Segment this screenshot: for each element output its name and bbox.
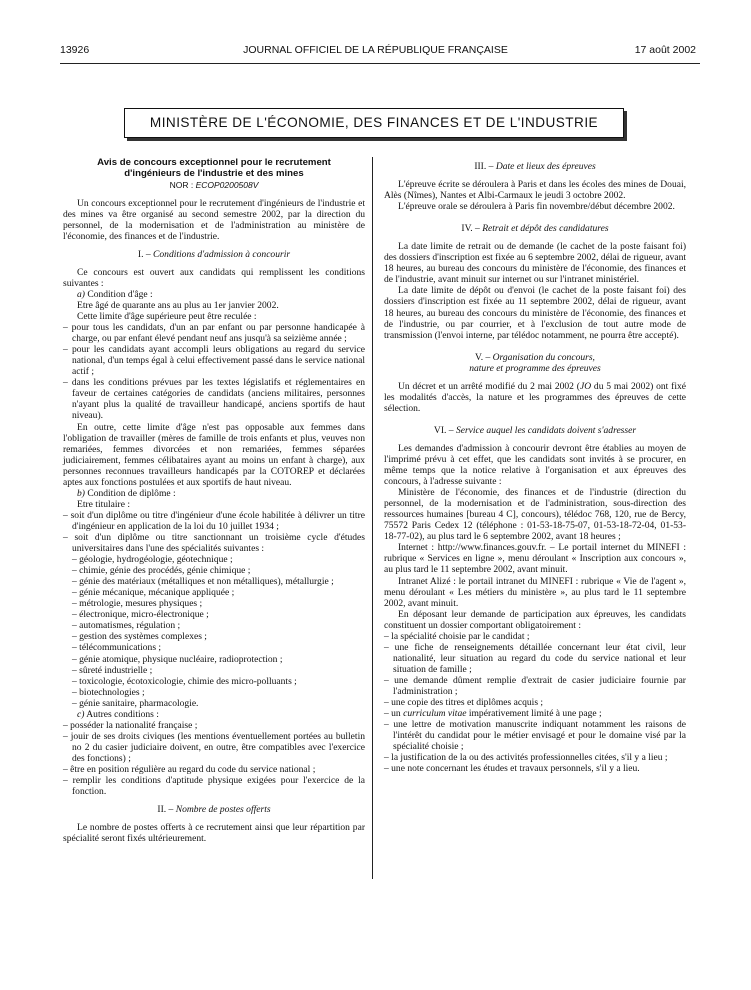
age-line: Etre âgé de quarante ans au plus au 1er janvier 2002. xyxy=(77,300,279,312)
section-1-number: I. – xyxy=(137,248,154,260)
list-item: – soit d'un diplôme ou titre sanctionnant un troisième cycle d'études universitaires dans l'une des spécialités suivantes : xyxy=(63,532,365,555)
right-column xyxy=(384,161,686,774)
specialite-item: – génie mécanique, mécanique appliquée ; xyxy=(72,587,235,599)
list-item: – une demande dûment remplie d'extrait de casier judiciaire fournie par l'administration ; xyxy=(384,674,686,697)
nor-value: ECOP0200508V xyxy=(195,179,259,190)
specialite-item: – génie des matériaux (métalliques et non métalliques), métallurgie ; xyxy=(72,576,334,588)
section-4-heading xyxy=(384,223,686,234)
cv-suffix: impérativement limité à une page ; xyxy=(466,708,602,720)
section-5-title-1: Organisation du concours, xyxy=(492,351,595,363)
specialite-item: – métrologie, mesures physiques ; xyxy=(72,598,203,610)
condition-c-label: c) xyxy=(77,708,85,720)
nor-reference xyxy=(63,180,365,191)
section-4-paragraph-1: La date limite de retrait ou de demande (le cachet de la poste faisant foi) des dossiers d'inscription est fixée au 6 septembre 2002, délai de rigueur, avant 18 heures, au bureau des concours du ministère de l'économie, des finances et de l'industrie, avant minuit sur internet ou sur l'intranet ministériel. xyxy=(384,241,686,286)
notice-title-line1: Avis de concours exceptionnel pour le recrutement xyxy=(97,157,331,168)
condition-b-label: b) xyxy=(77,487,85,499)
ministry-banner: MINISTÈRE DE L'ÉCONOMIE, DES FINANCES ET DE L'INDUSTRIE xyxy=(124,108,624,138)
condition-c-text: Autres conditions : xyxy=(84,708,159,720)
specialite-item: – chimie, génie des procédés, génie chimique ; xyxy=(72,565,251,577)
section-4-title: Retrait et dépôt des candidatures xyxy=(482,223,609,235)
list-item: – une note concernant les études et travaux personnels, s'il y a lieu. xyxy=(384,763,640,775)
section-2-heading xyxy=(63,804,365,815)
list-item: – une fiche de renseignements détaillée concernant leur état civil, leur nationalité, leur situation au regard du code du service national et leur situation de famille ; xyxy=(384,641,686,675)
section-5-text-a: Un décret et un arrêté modifié du 2 mai 2002 ( xyxy=(398,380,580,392)
list-item xyxy=(384,708,686,719)
section-2-title: Nombre de postes offerts xyxy=(175,804,271,816)
condition-diplome-heading xyxy=(63,488,365,499)
section-5-heading-2 xyxy=(384,363,686,374)
condition-age-heading xyxy=(63,289,365,300)
page-number: 13926 xyxy=(60,44,90,56)
specialite-item: – génie sanitaire, pharmacologie. xyxy=(72,697,199,709)
section-5-title-2: nature et programme des épreuves xyxy=(469,362,601,374)
section-6-title: Service auquel les candidats doivent s'adresser xyxy=(455,424,637,436)
section-2-paragraph: Le nombre de postes offerts à ce recrutement ainsi que leur répartition par spécialité seront fixés ultérieurement. xyxy=(63,822,365,845)
section-3-paragraph-1: L'épreuve écrite se déroulera à Paris et dans les écoles des mines de Douai, Alès (Nîmes), Nantes et Albi-Carmaux le jeudi 3 octobre 2002. xyxy=(384,179,686,202)
section-4-paragraph-2: La date limite de dépôt ou d'envoi (le cachet de la poste faisant foi) des dossiers d'inscription est fixée au 11 septembre 2002, délai de rigueur, avant 18 heures, au bureau des concours du ministère de l'économie, des finances et de l'industrie, ou par courrier, et à l'exclusion de tout autre mode de transmission (l'envoi interne, par télédoc notamment, ne pourra être accepté). xyxy=(384,285,686,341)
etre-titulaire: Etre titulaire : xyxy=(77,498,131,510)
specialite-item: – gestion des systèmes complexes ; xyxy=(72,631,207,643)
section-5-paragraph xyxy=(384,381,686,414)
list-item: – jouir de ses droits civiques (les mentions éventuellement portées au bulletin no 2 du casier judiciaire doivent, en outre, être compatibles avec l'exercice des fonctions) ; xyxy=(63,730,365,764)
section-3-heading xyxy=(384,161,686,172)
section-6-paragraph-2: Ministère de l'économie, des finances et de l'industrie (direction du personnel, de la modernisation et de l'administration, sous-direction des ressources humaines [bureau 4 C], concours), télédoc 768, 120, rue de Bercy, 75572 Paris Cedex 12 (téléphone : 01-53-18-75-07, 01-53-18-72-04, 01-53-18-77-02), au plus tard le 6 septembre 2002, avant 18 heures ; xyxy=(384,487,686,543)
section-1-title: Conditions d'admission à concourir xyxy=(153,248,291,260)
condition-autres-heading xyxy=(63,709,365,720)
condition-a-text: Condition d'âge : xyxy=(84,288,153,300)
section-2-number: II. – xyxy=(157,804,176,816)
list-item: – remplir les conditions d'aptitude physique exigées pour l'exercice de la fonction. xyxy=(63,775,365,798)
section-3-number: III. – xyxy=(474,161,496,172)
specialite-item: – électronique, micro-électronique ; xyxy=(72,609,209,621)
list-item: – soit d'un diplôme ou titre d'ingénieur d'une école habilitée à délivrer un titre d'ingénieur en application de la loi du 10 juillet 1934 ; xyxy=(63,509,365,532)
section-5-number: V. – xyxy=(475,351,493,363)
section-6-heading xyxy=(384,425,686,436)
section-6-number: VI. – xyxy=(433,424,456,436)
section-6-paragraph-1: Les demandes d'admission à concourir devront être établies au moyen de l'imprimé prévu à cet effet, que les candidats sont invités à se procurer, en même temps que la notice relative à l'organisation et aux épreuves des concours, à l'adresse suivante : xyxy=(384,442,686,488)
section-1-intro: Ce concours est ouvert aux candidats qui remplissent les conditions suivantes : xyxy=(63,266,365,289)
age-limit-text: Cette limite d'âge supérieure peut être reculée : xyxy=(77,311,257,323)
nor-label: NOR : xyxy=(169,179,196,190)
section-3-paragraph-2: L'épreuve orale se déroulera à Paris fin novembre/début décembre 2002. xyxy=(398,201,675,213)
jo-abbreviation: JO xyxy=(579,380,592,392)
section-4-number: IV. – xyxy=(461,223,483,235)
condition-b-text: Condition de diplôme : xyxy=(84,487,176,499)
list-item: – une lettre de motivation manuscrite indiquant notamment les raisons de l'intérêt du candidat pour le métier envisagé et pour le domaine visé par la spécialité choisie ; xyxy=(384,719,686,753)
specialite-item: – géologie, hydrogéologie, géotechnique ; xyxy=(72,554,233,566)
section-6-paragraph-3: Internet : http://www.finances.gouv.fr. – Le portail internet du MINEFI : rubrique « Services en ligne », menu déroulant « Inscription aux concours », au plus tard le 11 septembre 2002, avant minuit. xyxy=(384,542,686,576)
column-divider xyxy=(372,157,373,879)
list-item: – posséder la nationalité française ; xyxy=(63,719,198,731)
left-column xyxy=(63,157,365,844)
specialite-item: – télécommunications ; xyxy=(72,642,162,654)
section-5-text-b: du 5 mai 2002) ont fixé les modalités d'accès, la nature et les programmes des épreuves de cette sélection. xyxy=(384,380,686,414)
list-item: – la spécialité choisie par le candidat ; xyxy=(384,630,530,642)
list-item: – une copie des titres et diplômes acquis ; xyxy=(384,697,544,709)
section-3-title: Date et lieux des épreuves xyxy=(495,161,596,172)
specialite-item: – automatismes, régulation ; xyxy=(72,620,181,632)
list-item: – dans les conditions prévues par les textes législatifs et réglementaires en faveur de certaines catégories de candidats (anciens militaires, personnes n'ayant plus la qualité de travailleur handicapé, anciens sportifs de haut niveau). xyxy=(63,377,365,422)
age-extra-paragraph: En outre, cette limite d'âge n'est pas opposable aux femmes dans l'obligation de travailler (mères de famille de trois enfants et plus, veuves non remariées, femmes divorcées et non remariées, femmes séparées judiciairement, femmes célibataires ayant au moins un enfant à charge), aux personnes reconnues travailleurs handicapés par la COTOREP et déclarées aptes aux fonctions postulées et aux sportifs de haut niveau. xyxy=(63,421,365,488)
specialite-item: – génie atomique, physique nucléaire, radioprotection ; xyxy=(72,653,283,665)
cv-term: curriculum vitae xyxy=(403,708,467,720)
list-item: – être en position régulière au regard du code du service national ; xyxy=(63,763,316,775)
issue-date: 17 août 2002 xyxy=(634,44,696,56)
intro-paragraph: Un concours exceptionnel pour le recrutement d'ingénieurs de l'industrie et des mines va être organisé au second semestre 2002, par la direction du personnel, de la modernisation et de l'administration au ministère de l'économie, des finances et de l'industrie. xyxy=(63,197,365,242)
list-item: – la justification de la ou des activités professionnelles citées, s'il y a lieu ; xyxy=(384,752,668,764)
list-item: – pour les candidats ayant accompli leurs obligations au regard du service national, d'un temps égal à celui effectivement passé dans le service national actif ; xyxy=(63,344,365,378)
condition-a-label: a) xyxy=(77,288,85,300)
section-6-paragraph-4: Intranet Alizé : le portail intranet du MINEFI : rubrique « Vie de l'agent », menu déroulant « Les métiers du ministère », au plus tard le 11 septembre 2002, avant minuit. xyxy=(384,575,686,609)
journal-title: JOURNAL OFFICIEL DE LA RÉPUBLIQUE FRANÇAISE xyxy=(243,44,508,56)
cv-prefix: – un xyxy=(384,708,404,720)
header-rule xyxy=(60,63,700,64)
specialite-item: – toxicologie, écotoxicologie, chimie des micro-polluants ; xyxy=(72,675,297,687)
notice-title-line2: d'ingénieurs de l'industrie et des mines xyxy=(124,168,304,180)
section-5-heading xyxy=(384,352,686,363)
list-item: – pour tous les candidats, d'un an par enfant ou par personne handicapée à charge, ou par enfant élevé pendant neuf ans jusqu'à sa seizième année ; xyxy=(63,322,365,345)
specialite-item: – biotechnologies ; xyxy=(72,686,145,698)
section-1-heading xyxy=(63,249,365,260)
specialite-item: – sûreté industrielle ; xyxy=(72,664,153,676)
section-6-paragraph-5: En déposant leur demande de participation aux épreuves, les candidats constituent un dossier comportant obligatoirement : xyxy=(384,608,686,631)
